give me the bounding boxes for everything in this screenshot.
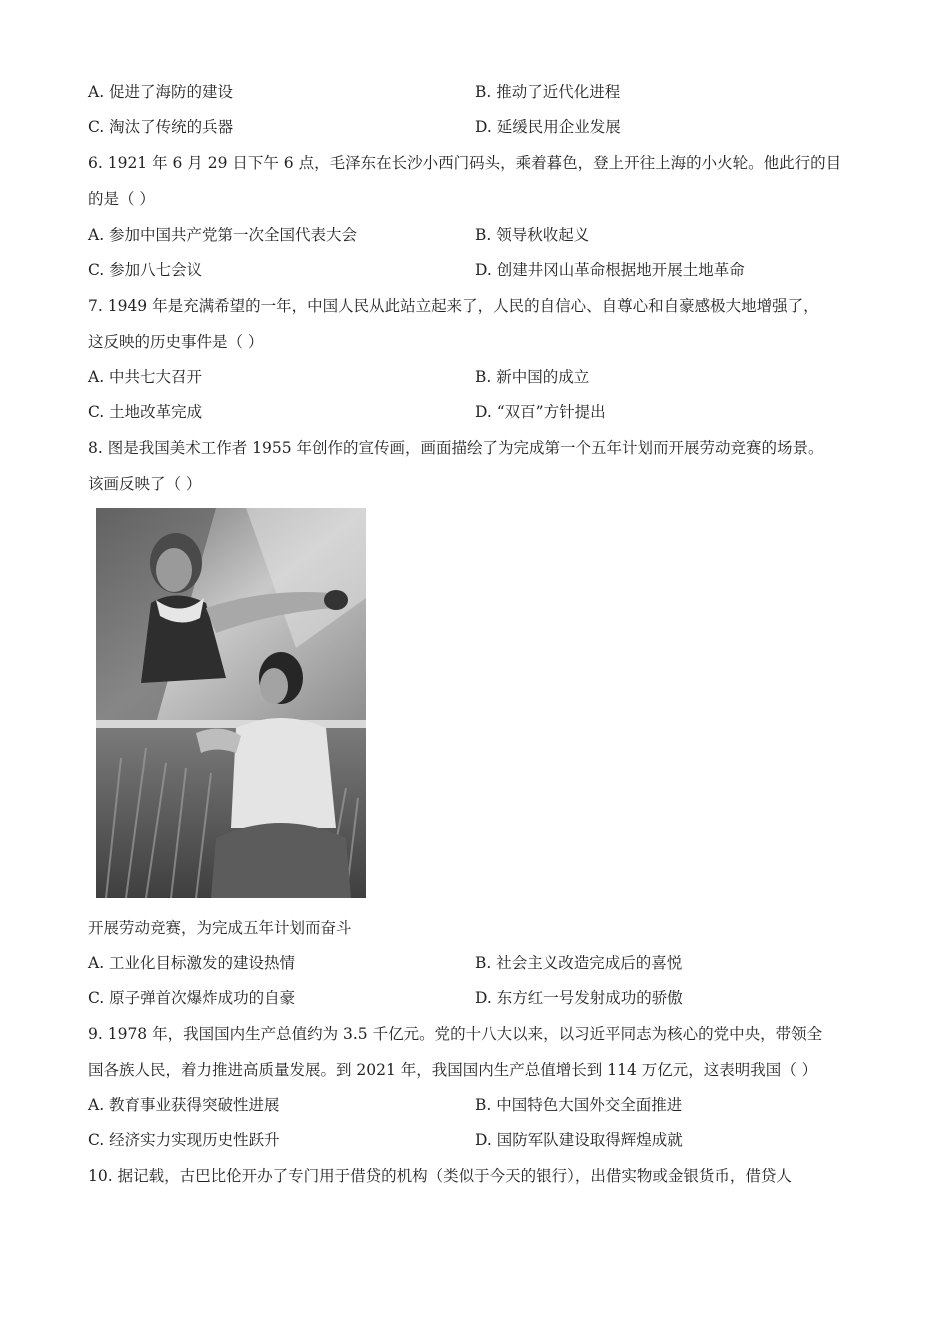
q9-option-a[interactable]: A. 教育事业获得突破性进展 [88, 1096, 280, 1114]
q6-option-d[interactable]: D. 创建井冈山革命根据地开展土地革命 [475, 261, 745, 279]
poster-illustration [96, 508, 366, 898]
q8-option-a[interactable]: A. 工业化目标激发的建设热情 [88, 954, 296, 972]
q5-option-a[interactable]: A. 促进了海防的建设 [88, 83, 234, 101]
q9-stem-line1: 9. 1978 年，我国国内生产总值约为 3.5 千亿元。党的十八大以来，以习近平同志为核心的党中央，带领全 [88, 1025, 823, 1043]
q7-stem-line1: 7. 1949 年是充满希望的一年，中国人民从此站立起来了，人民的自信心、自尊心和自豪感极大地增强了， [88, 297, 819, 315]
q8-option-b[interactable]: B. 社会主义改造完成后的喜悦 [475, 954, 683, 972]
q6-option-b[interactable]: B. 领导秋收起义 [475, 226, 590, 244]
q7-option-c[interactable]: C. 土地改革完成 [88, 403, 203, 421]
poster-caption: 开展劳动竞赛，为完成五年计划而奋斗 [88, 919, 352, 937]
q5-option-b[interactable]: B. 推动了近代化进程 [475, 83, 621, 101]
q7-option-b[interactable]: B. 新中国的成立 [475, 368, 590, 386]
q6-option-c[interactable]: C. 参加八七会议 [88, 261, 203, 279]
q9-option-b[interactable]: B. 中国特色大国外交全面推进 [475, 1096, 683, 1114]
q10-stem-line1: 10. 据记载，古巴比伦开办了专门用于借贷的机构（类似于今天的银行），出借实物或金银货币，借贷人 [88, 1167, 792, 1185]
q8-option-c[interactable]: C. 原子弹首次爆炸成功的自豪 [88, 989, 296, 1007]
q8-option-d[interactable]: D. 东方红一号发射成功的骄傲 [475, 989, 683, 1007]
q8-stem-line2: 该画反映了（ ） [88, 475, 202, 493]
q9-option-d[interactable]: D. 国防军队建设取得辉煌成就 [475, 1131, 683, 1149]
q7-stem-line2: 这反映的历史事件是（ ） [88, 333, 264, 351]
q7-option-a[interactable]: A. 中共七大召开 [88, 368, 203, 386]
q5-option-c[interactable]: C. 淘汰了传统的兵器 [88, 118, 234, 136]
q6-option-a[interactable]: A. 参加中国共产党第一次全国代表大会 [88, 226, 358, 244]
q6-stem-line2: 的是（ ） [88, 190, 155, 208]
q9-option-c[interactable]: C. 经济实力实现历史性跃升 [88, 1131, 280, 1149]
propaganda-poster-image [96, 508, 366, 898]
q8-stem-line1: 8. 图是我国美术工作者 1955 年创作的宣传画，画面描绘了为完成第一个五年计划而开展劳动竞赛的场景。 [88, 439, 824, 457]
q6-stem-line1: 6. 1921 年 6 月 29 日下午 6 点，毛泽东在长沙小西门码头，乘着暮色，登上开往上海的小火轮。他此行的目 [88, 154, 842, 172]
q5-option-d[interactable]: D. 延缓民用企业发展 [475, 118, 621, 136]
q9-stem-line2: 国各族人民，着力推进高质量发展。到 2021 年，我国国内生产总值增长到 114 万亿元，这表明我国（ ） [88, 1061, 818, 1079]
q7-option-d[interactable]: D. “双百”方针提出 [475, 403, 606, 421]
